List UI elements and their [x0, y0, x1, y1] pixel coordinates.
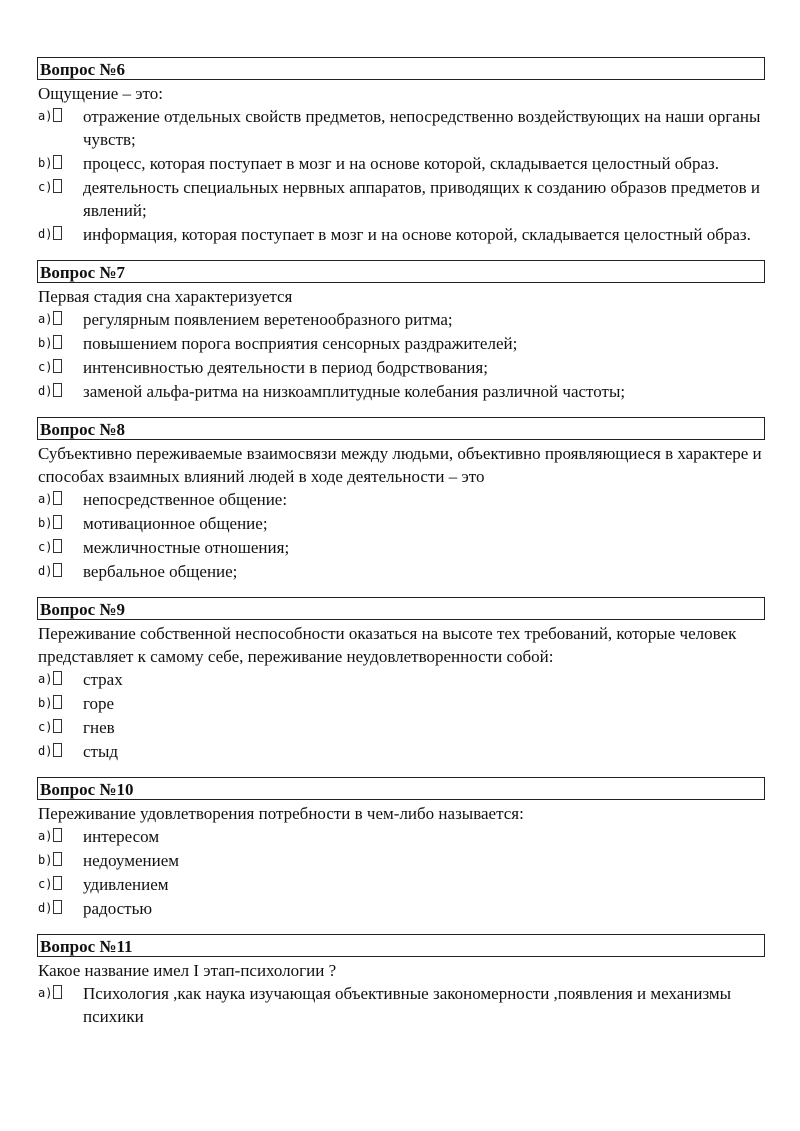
question-10: [37, 777, 765, 920]
checkbox-icon[interactable]: [53, 155, 62, 169]
answer-option-a[interactable]: [37, 488, 765, 511]
answer-option-b[interactable]: [37, 849, 765, 872]
question-text: Первая стадия сна характеризуется: [38, 287, 293, 306]
answer-option-c[interactable]: [37, 716, 765, 739]
answer-marker: b): [38, 332, 62, 355]
answer-text: страх: [83, 670, 123, 689]
checkbox-icon[interactable]: [53, 515, 62, 529]
answer-option-d[interactable]: [37, 740, 765, 763]
answer-text: удивлением: [83, 875, 169, 894]
answer-option-b[interactable]: [37, 152, 765, 175]
answer-text: отражение отдельных свойств предметов, непосредственно воздействующих на наши органы чувств;: [83, 107, 761, 149]
question-6: [37, 57, 765, 246]
answer-marker: b): [38, 512, 62, 535]
checkbox-icon[interactable]: [53, 985, 62, 999]
answer-marker: c): [38, 536, 62, 559]
answer-marker: b): [38, 849, 62, 872]
answer-text: межличностные отношения;: [83, 538, 290, 557]
question-text: Субъективно переживаемые взаимосвязи между людьми, объективно проявляющиеся в характере и способах взаимных влияний людей в ходе деятельности – это: [38, 444, 762, 486]
checkbox-icon[interactable]: [53, 359, 62, 373]
checkbox-icon[interactable]: [53, 719, 62, 733]
checkbox-icon[interactable]: [53, 539, 62, 553]
answer-option-a[interactable]: [37, 668, 765, 691]
answer-text: регулярным появлением веретенообразного ритма;: [83, 310, 453, 329]
answer-option-c[interactable]: [37, 356, 765, 379]
answer-marker: a): [38, 668, 62, 691]
answer-text: повышением порога восприятия сенсорных раздражителей;: [83, 334, 518, 353]
answer-marker: c): [38, 356, 62, 379]
answer-list: [37, 488, 765, 583]
answer-marker: a): [38, 105, 62, 128]
answer-text: заменой альфа-ритма на низкоамплитудные колебания различной частоты;: [83, 382, 626, 401]
answer-marker: a): [38, 825, 62, 848]
answer-text: интересом: [83, 827, 160, 846]
answer-marker: a): [38, 982, 62, 1005]
question-11: [37, 934, 765, 1028]
answer-option-b[interactable]: [37, 332, 765, 355]
answer-marker: c): [38, 716, 62, 739]
answer-option-d[interactable]: [37, 380, 765, 403]
answer-option-a[interactable]: [37, 105, 765, 151]
question-header: Вопрос №8: [37, 417, 765, 440]
answer-marker: d): [38, 897, 62, 920]
test-document: [37, 57, 765, 1042]
answer-list: [37, 825, 765, 920]
answer-text: вербальное общение;: [83, 562, 238, 581]
answer-list: [37, 105, 765, 246]
answer-marker: d): [38, 560, 62, 583]
answer-option-d[interactable]: [37, 223, 765, 246]
checkbox-icon[interactable]: [53, 671, 62, 685]
answer-text: стыд: [83, 742, 119, 761]
question-text: Переживание собственной неспособности оказаться на высоте тех требований, которые человек представляет к самому себе, переживание неудовлетворенности собой:: [38, 624, 737, 666]
checkbox-icon[interactable]: [53, 743, 62, 757]
checkbox-icon[interactable]: [53, 900, 62, 914]
answer-marker: d): [38, 223, 62, 246]
checkbox-icon[interactable]: [53, 226, 62, 240]
answer-option-a[interactable]: [37, 308, 765, 331]
checkbox-icon[interactable]: [53, 383, 62, 397]
checkbox-icon[interactable]: [53, 852, 62, 866]
answer-text: гнев: [83, 718, 115, 737]
answer-option-c[interactable]: [37, 873, 765, 896]
answer-list: [37, 982, 765, 1028]
question-header: Вопрос №7: [37, 260, 765, 283]
answer-marker: d): [38, 380, 62, 403]
checkbox-icon[interactable]: [53, 108, 62, 122]
question-9: [37, 597, 765, 763]
answer-text: деятельность специальных нервных аппаратов, приводящих к созданию образов предметов и явлений;: [83, 178, 761, 220]
question-text: Ощущение – это:: [38, 84, 163, 103]
answer-text: мотивационное общение;: [83, 514, 268, 533]
answer-text: процесс, которая поступает в мозг и на основе которой, складывается целостный образ.: [83, 154, 719, 173]
question-8: [37, 417, 765, 583]
answer-option-d[interactable]: [37, 897, 765, 920]
checkbox-icon[interactable]: [53, 828, 62, 842]
answer-option-d[interactable]: [37, 560, 765, 583]
answer-text: непосредственное общение:: [83, 490, 288, 509]
question-text: Переживание удовлетворения потребности в чем-либо называется:: [38, 804, 524, 823]
question-header: Вопрос №6: [37, 57, 765, 80]
answer-marker: c): [38, 873, 62, 896]
question-header: Вопрос №11: [37, 934, 765, 957]
answer-list: [37, 668, 765, 763]
answer-option-c[interactable]: [37, 536, 765, 559]
answer-option-b[interactable]: [37, 512, 765, 535]
question-header: Вопрос №9: [37, 597, 765, 620]
answer-option-a[interactable]: [37, 825, 765, 848]
answer-marker: a): [38, 308, 62, 331]
checkbox-icon[interactable]: [53, 563, 62, 577]
answer-marker: b): [38, 152, 62, 175]
question-text: Какое название имел I этап-психологии ?: [38, 961, 337, 980]
answer-marker: d): [38, 740, 62, 763]
question-header: Вопрос №10: [37, 777, 765, 800]
answer-marker: b): [38, 692, 62, 715]
answer-text: интенсивностью деятельности в период бодрствования;: [83, 358, 488, 377]
answer-text: недоумением: [83, 851, 179, 870]
answer-marker: c): [38, 176, 62, 199]
question-7: [37, 260, 765, 403]
answer-text: Психология ,как наука изучающая объективные закономерности ,появления и механизмы психики: [83, 984, 732, 1026]
checkbox-icon[interactable]: [53, 179, 62, 193]
checkbox-icon[interactable]: [53, 311, 62, 325]
answer-text: горе: [83, 694, 115, 713]
checkbox-icon[interactable]: [53, 335, 62, 349]
answer-option-c[interactable]: [37, 176, 765, 222]
checkbox-icon[interactable]: [53, 876, 62, 890]
answer-text: информация, которая поступает в мозг и на основе которой, складывается целостный образ.: [83, 225, 751, 244]
answer-option-a[interactable]: [37, 982, 765, 1028]
checkbox-icon[interactable]: [53, 491, 62, 505]
checkbox-icon[interactable]: [53, 695, 62, 709]
answer-option-b[interactable]: [37, 692, 765, 715]
answer-marker: a): [38, 488, 62, 511]
answer-list: [37, 308, 765, 403]
answer-text: радостью: [83, 899, 153, 918]
